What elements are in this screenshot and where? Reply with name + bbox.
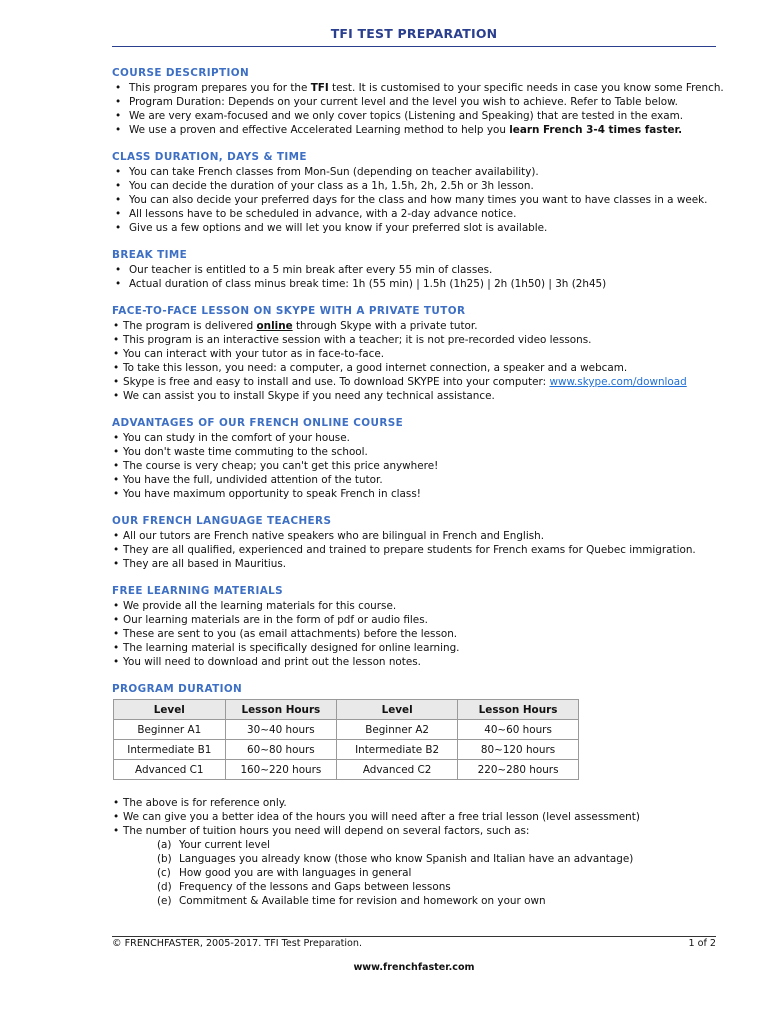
section-heading: CLASS DURATION, DAYS & TIME — [112, 151, 307, 163]
list-item: • You have the full, undivided attention of the tutor. — [112, 473, 722, 487]
table-cell: Advanced C2 — [337, 760, 458, 780]
section-course-description — [112, 66, 722, 137]
section-heading: FACE-TO-FACE LESSON ON SKYPE WITH A PRIVATE TUTOR — [112, 305, 466, 317]
section-break-time — [112, 248, 722, 291]
list-item: • They are all based in Mauritius. — [112, 557, 722, 571]
list-item: • All lessons have to be scheduled in advance, with a 2-day advance notice. — [112, 207, 722, 221]
table-cell: 160~220 hours — [225, 760, 337, 780]
table-cell: 60~80 hours — [225, 740, 337, 760]
list-item: (a) Your current level — [157, 839, 270, 851]
list-item: • Actual duration of class minus break time: 1h (55 min) | 1.5h (1h25) | 2h (1h50) | 3h (2h45) — [112, 277, 722, 291]
list-item: (d) Frequency of the lessons and Gaps between lessons — [157, 881, 451, 893]
factor-list — [112, 838, 722, 908]
table-header-row — [114, 700, 579, 720]
footer-divider — [112, 936, 716, 937]
list-item: • Our teacher is entitled to a 5 min break after every 55 min of classes. — [112, 263, 722, 277]
title-divider — [112, 46, 716, 47]
table-row — [114, 720, 579, 740]
list-item: • To take this lesson, you need: a computer, a good internet connection, a speaker and a webcam. — [112, 361, 722, 375]
list-item: • The learning material is specifically designed for online learning. — [112, 641, 722, 655]
section-teachers — [112, 514, 722, 571]
list-item: • They are all qualified, experienced and trained to prepare students for French exams for Quebec immigration. — [112, 543, 722, 557]
list-item: • This program prepares you for the TFI test. It is customised to your specific needs in case you know some French. — [112, 81, 722, 95]
list-item: • We use a proven and effective Accelerated Learning method to help you learn French 3-4 times faster. — [112, 123, 722, 137]
list-item: • You can decide the duration of your class as a 1h, 1.5h, 2h, 2.5h or 3h lesson. — [112, 179, 722, 193]
section-heading: BREAK TIME — [112, 249, 188, 261]
table-header-cell: Level — [337, 700, 458, 720]
table-header-cell: Lesson Hours — [458, 700, 579, 720]
list-item: • We provide all the learning materials for this course. — [112, 599, 722, 613]
list-item: • The program is delivered online through Skype with a private tutor. — [112, 319, 722, 333]
document-body — [112, 66, 722, 908]
section-heading: FREE LEARNING MATERIALS — [112, 585, 284, 597]
list-item: • The above is for reference only. — [112, 796, 722, 810]
list-item: • You don't waste time commuting to the school. — [112, 445, 722, 459]
list-item: • We are very exam-focused and we only cover topics (Listening and Speaking) that are tested in the exam. — [112, 109, 722, 123]
list-item: • The course is very cheap; you can't get this price anywhere! — [112, 459, 722, 473]
list-item: • Skype is free and easy to install and use. To download SKYPE into your computer: www.skype.com/download — [112, 375, 722, 389]
table-cell: 80~120 hours — [458, 740, 579, 760]
list-item: (c) How good you are with languages in general — [157, 867, 412, 879]
list-item: • You will need to download and print out the lesson notes. — [112, 655, 722, 669]
footer-copyright: © FRENCHFASTER, 2005-2017. TFI Test Preparation. — [112, 938, 363, 949]
list-item: • All our tutors are French native speakers who are bilingual in French and English. — [112, 529, 722, 543]
table-cell: Intermediate B2 — [337, 740, 458, 760]
section-heading: PROGRAM DURATION — [112, 683, 243, 695]
section-advantages — [112, 416, 722, 501]
list-item: • We can give you a better idea of the hours you will need after a free trial lesson (level assessment) — [112, 810, 722, 824]
table-cell: 40~60 hours — [458, 720, 579, 740]
section-duration-notes — [112, 796, 722, 908]
table-cell: Beginner A2 — [337, 720, 458, 740]
table-row — [114, 740, 579, 760]
table-cell: Intermediate B1 — [114, 740, 226, 760]
table-cell: Advanced C1 — [114, 760, 226, 780]
list-item: (b) Languages you already know (those who know Spanish and Italian have an advantage) — [157, 853, 634, 865]
list-item: • You can take French classes from Mon-Sun (depending on teacher availability). — [112, 165, 722, 179]
section-learning-materials — [112, 584, 722, 669]
document-title: TFI TEST PREPARATION — [330, 26, 498, 41]
list-item: • You can also decide your preferred days for the class and how many times you want to have classes in a week. — [112, 193, 722, 207]
section-program-duration — [112, 682, 722, 780]
section-class-duration — [112, 150, 722, 235]
program-duration-table — [113, 699, 579, 780]
section-heading: OUR FRENCH LANGUAGE TEACHERS — [112, 515, 332, 527]
list-item: • We can assist you to install Skype if you need any technical assistance. — [112, 389, 722, 403]
section-heading: ADVANTAGES OF OUR FRENCH ONLINE COURSE — [112, 417, 404, 429]
table-cell: 30~40 hours — [225, 720, 337, 740]
list-item: • You have maximum opportunity to speak French in class! — [112, 487, 722, 501]
list-item: • You can study in the comfort of your house. — [112, 431, 722, 445]
list-item: • The number of tuition hours you need will depend on several factors, such as: — [112, 824, 722, 838]
table-row — [114, 760, 579, 780]
list-item: • Our learning materials are in the form of pdf or audio files. — [112, 613, 722, 627]
skype-download-link[interactable]: www.skype.com/download — [549, 376, 687, 388]
table-cell: 220~280 hours — [458, 760, 579, 780]
section-heading: COURSE DESCRIPTION — [112, 67, 250, 79]
list-item: • You can interact with your tutor as in face-to-face. — [112, 347, 722, 361]
page-number: 1 of 2 — [688, 938, 716, 949]
table-header-cell: Lesson Hours — [225, 700, 337, 720]
list-item: • Give us a few options and we will let you know if your preferred slot is available. — [112, 221, 722, 235]
table-cell: Beginner A1 — [114, 720, 226, 740]
footer-website: www.frenchfaster.com — [353, 962, 475, 973]
list-item: (e) Commitment & Available time for revision and homework on your own — [157, 895, 546, 907]
list-item: • These are sent to you (as email attachments) before the lesson. — [112, 627, 722, 641]
list-item: • Program Duration: Depends on your current level and the level you wish to achieve. Refer to Table below. — [112, 95, 722, 109]
list-item: • This program is an interactive session with a teacher; it is not pre-recorded video lessons. — [112, 333, 722, 347]
table-header-cell: Level — [114, 700, 226, 720]
section-skype-lesson — [112, 304, 722, 403]
